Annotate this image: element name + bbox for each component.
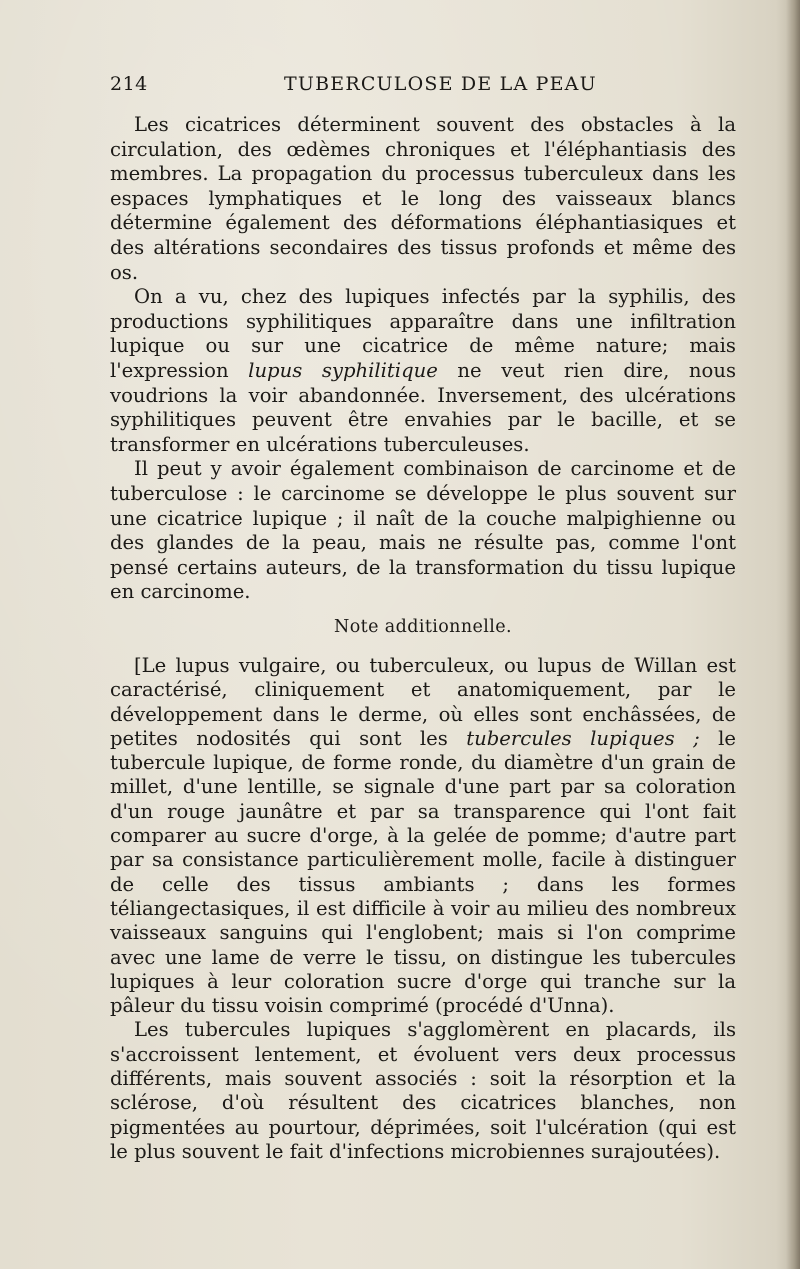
note-heading: Note additionnelle.	[333, 617, 512, 637]
paragraph-tubercules: Les tubercules lupiques s'agglomèrent en placards, ils s'accroissent lentement, et évoluent vers deux processus différents, mais souvent associés : soit la résorption et la sclérose, d'où résultent des cicatrices blanches, non pigmentées au pourtour, déprimées, soit l'ulcération (qui est le plus souvent le fait d'infections microbiennes surajoutées).	[110, 1018, 736, 1163]
main-text	[110, 113, 736, 605]
page-edge-shadow	[786, 0, 800, 1269]
page-number: 214	[110, 73, 148, 95]
running-title: TUBERCULOSE DE LA PEAU	[284, 73, 597, 95]
italic-term: lupus syphilitique	[248, 358, 438, 382]
paragraph-carcinome: Il peut y avoir également combinaison de carcinome et de tuberculose : le carcinome se développe le plus souvent sur une cicatrice lupique ; il naît de la couche malpighienne ou des glandes de la peau, mais ne résulte pas, comme l'ont pensé certains auteurs, de la transformation du tissu lupique en carcinome.	[110, 457, 736, 604]
paragraph-cicatrices: Les cicatrices déterminent souvent des obstacles à la circulation, des œdèmes chroniques et l'éléphantiasis des membres. La propagation du processus tuberculeux dans les espaces lymphatiques et le long des vaisseaux blancs détermine également des déformations éléphantiasiques et des altérations secondaires des tissus profonds et même des os.	[110, 113, 736, 284]
paragraph-syphilis: On a vu, chez des lupiques infectés par la syphilis, des productions syphilitiques apparaître dans une infiltration lupique ou sur une cicatrice de même nature; mais l'expression lupus syphilitique ne veut rien dire, nous voudrions la voir abandonnée. Inversement, des ulcérations syphilitiques peuvent être envahies par le bacille, et se transformer en ulcérations tuberculeuses.	[110, 285, 737, 456]
paragraph-lupus-vulgaire: [Le lupus vulgaire, ou tuberculeux, ou lupus de Willan est caractérisé, cliniquement et anatomiquement, par le développement dans le derme, où elles sont enchâssées, de petites nodosités qui sont les tubercules lupiques ; le tubercule lupique, de forme ronde, du diamètre d'un grain de millet, d'une lentille, se signale d'une part par sa coloration d'un rouge jaunâtre et par sa transparence qui l'ont fait comparer au sucre d'orge, à la gelée de pomme; d'autre part par sa consistance particulièrement molle, facile à distinguer de celle des tissus ambiants ; dans les formes téliangectasiques, il est difficile à voir au milieu des nombreux vaisseaux sanguins qui l'englobent; mais si l'on comprime avec une lame de verre le tissu, on distingue les tubercules lupiques à leur coloration sucre d'orge qui tranche sur la pâleur du tissu voisin comprimé (procédé d'Unna).	[110, 654, 736, 1018]
italic-term: tubercules lupiques ;	[466, 726, 700, 750]
note-text	[110, 654, 736, 1164]
running-header	[110, 73, 740, 101]
